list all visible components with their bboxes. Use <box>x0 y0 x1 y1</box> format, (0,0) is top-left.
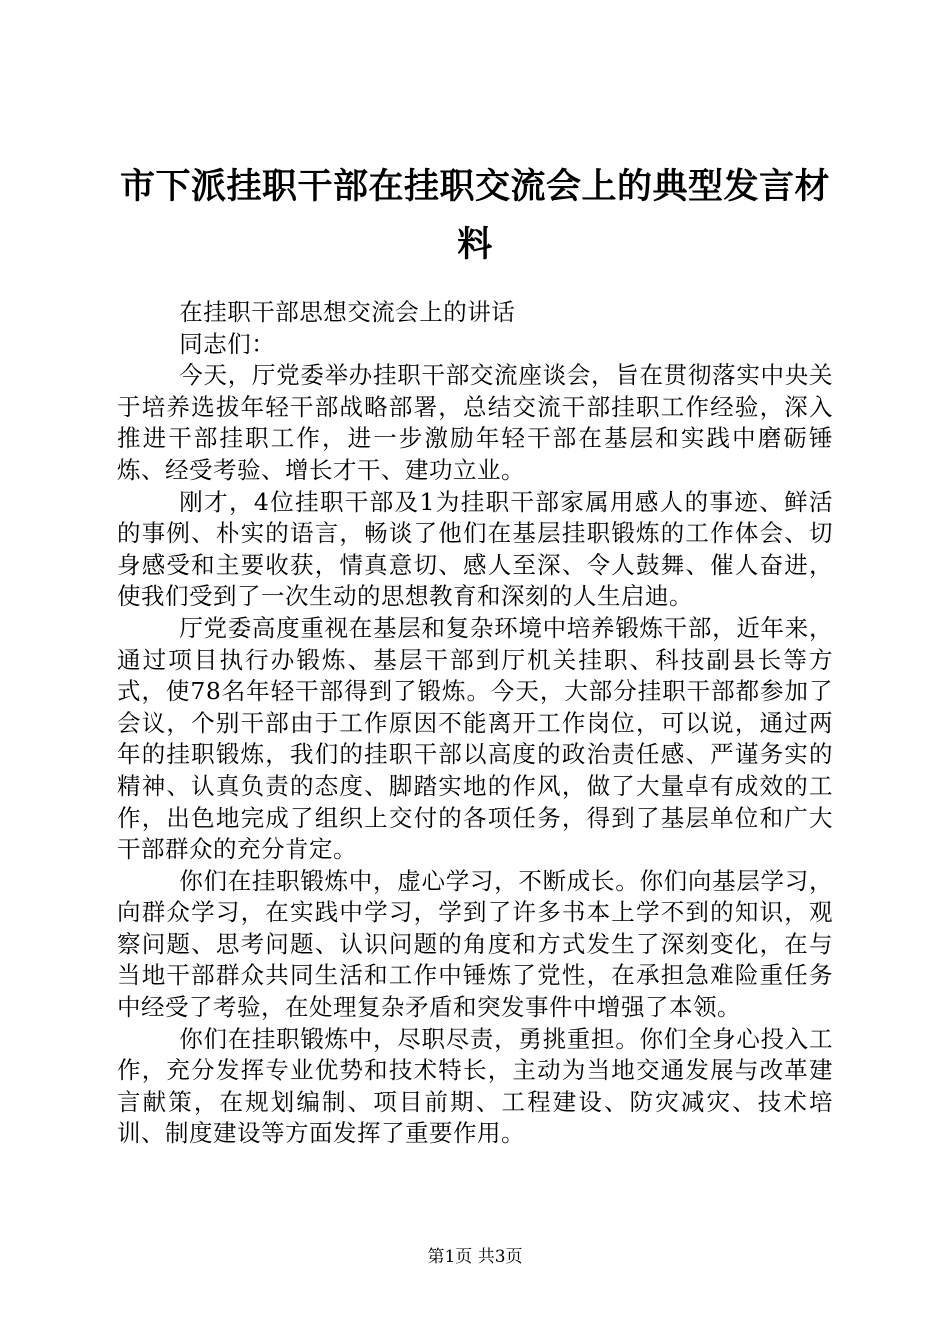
document-body <box>117 297 833 1150</box>
paragraph-5: 你们在挂职锻炼中，尽职尽责，勇挑重担。你们全身心投入工作，充分发挥专业优势和技术特长，主动为当地交通发展与改革建言献策，在规划编制、项目前期、工程建设、防灾减灾、技术培训、制度建设等方面发挥了重要作用。 <box>117 1024 833 1148</box>
paragraph-1: 今天，厅党委举办挂职干部交流座谈会，旨在贯彻落实中央关于培养选拔年轻干部战略部署，总结交流干部挂职工作经验，深入推进干部挂职工作，进一步激励年轻干部在基层和实践中磨砺锤炼、经受考验、增长才干、建功立业。 <box>117 361 833 484</box>
paragraph-2: 刚才，4位挂职干部及1为挂职干部家属用感人的事迹、鲜活的事例、朴实的语言，畅谈了他们在基层挂职锻炼的工作体会、切身感受和主要收获，情真意切、感人至深、令人鼓舞、催人奋进，使我们受到了一次生动的思想教育和深刻的人生启迪。 <box>117 487 833 611</box>
paragraph-speech-title: 在挂职干部思想交流会上的讲话 <box>179 298 516 326</box>
page-footer: 第1页 共3页 <box>427 1247 523 1267</box>
document-title: 市下派挂职干部在挂职交流会上的典型发言材料 <box>119 166 830 265</box>
paragraph-3: 厅党委高度重视在基层和复杂环境中培养锻炼干部，近年来，通过项目执行办锻炼、基层干部到厅机关挂职、科技副县长等方式，使78名年轻干部得到了锻炼。今天，大部分挂职干部都参加了会议，个别干部由于工作原因不能离开工作岗位，可以说，通过两年的挂职锻炼，我们的挂职干部以高度的政治责任感、严谨务实的精神、认真负责的态度、脚踏实地的作风，做了大量卓有成效的工作，出色地完成了组织上交付的各项任务，得到了基层单位和广大干部群众的充分肯定。 <box>117 613 833 864</box>
paragraph-salutation: 同志们： <box>179 329 276 358</box>
paragraph-4: 你们在挂职锻炼中，虚心学习，不断成长。你们向基层学习，向群众学习，在实践中学习，学到了许多书本上学不到的知识，观察问题、思考问题、认识问题的角度和方式发生了深刻变化，在与当地干部群众共同生活和工作中锤炼了党性，在承担急难险重任务中经受了考验，在处理复杂矛盾和突发事件中增强了本领。 <box>117 866 833 1022</box>
